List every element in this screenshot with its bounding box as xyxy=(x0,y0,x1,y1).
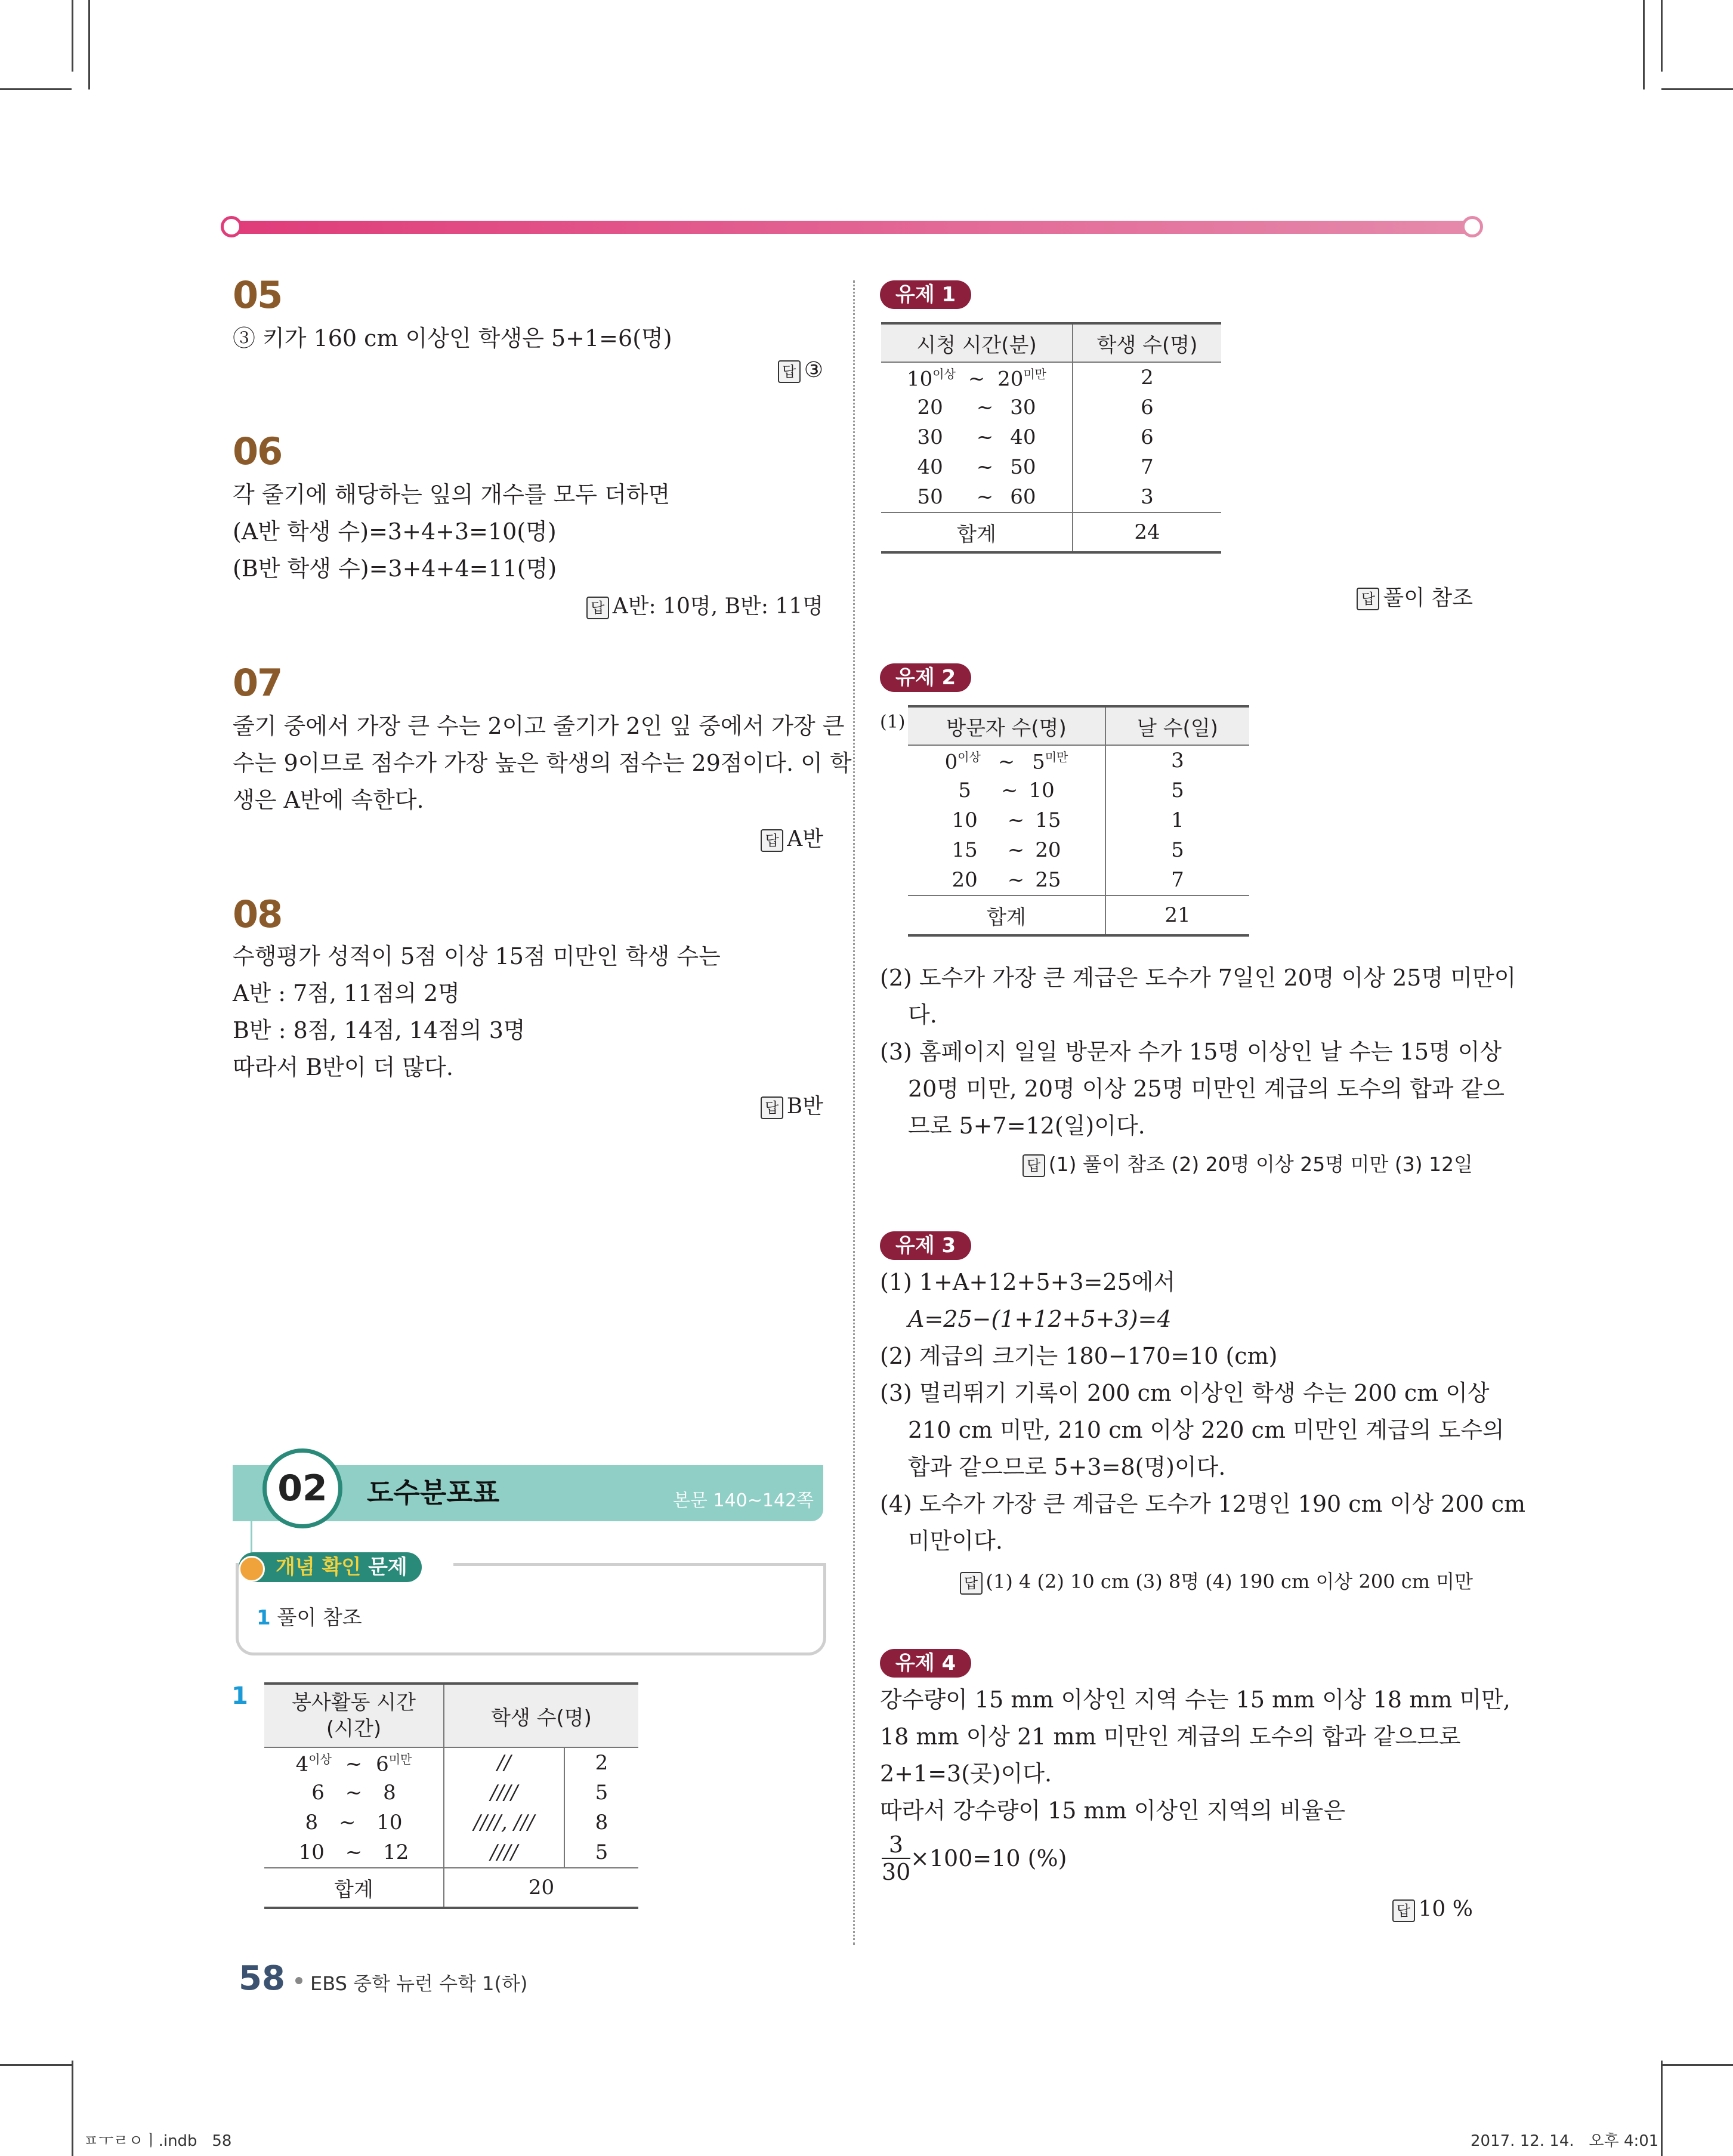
exercise-tag: 유제 4 xyxy=(880,1649,971,1678)
class-interval-cell xyxy=(881,362,1073,393)
solution-line: 18 mm 이상 21 mm 미만인 계급의 도수의 합과 같으므로 xyxy=(880,1723,1461,1750)
solution-line: 20명 미만, 20명 이상 25명 미만인 계급의 도수의 합과 같으 xyxy=(908,1076,1505,1102)
interval-tilde: ~ xyxy=(345,1840,363,1864)
answer-line xyxy=(1357,581,1473,611)
interval-tilde: ~ xyxy=(976,396,994,419)
interval-from: 10 xyxy=(298,1840,325,1864)
class-interval-cell xyxy=(881,482,1073,512)
class-interval-cell xyxy=(908,745,1105,776)
interval-from: 20 xyxy=(952,868,978,892)
table-row xyxy=(908,745,1249,776)
crop-mark xyxy=(88,0,90,89)
concept-item-text: 풀이 참조 xyxy=(277,1606,362,1630)
table-row xyxy=(881,422,1221,452)
total-label: 합계 xyxy=(881,512,1073,552)
fraction-numerator: 3 xyxy=(882,1831,910,1859)
interval-tilde: ~ xyxy=(1007,838,1025,862)
total-label: 합계 xyxy=(908,895,1105,935)
header-text: 봉사활동 시간 xyxy=(292,1691,416,1715)
count-cell: 2 xyxy=(595,1751,608,1775)
header-cell: 학생 수(명) xyxy=(1073,323,1221,362)
solution-line: 줄기 중에서 가장 큰 수는 2이고 줄기가 2인 잎 중에서 가장 큰 xyxy=(233,713,845,739)
total-row xyxy=(908,895,1249,935)
column-divider xyxy=(853,280,855,1945)
question-number: 07 xyxy=(233,661,282,705)
question-number: 05 xyxy=(233,273,282,317)
interval-from-sup: 이상 xyxy=(932,366,956,381)
answer-line xyxy=(960,1567,1473,1595)
solution-line: 따라서 강수량이 15 mm 이상인 지역의 비율은 xyxy=(880,1797,1346,1824)
count-cell: 1 xyxy=(1171,808,1184,832)
count-cell: 5 xyxy=(595,1840,608,1864)
solution-line: 각 줄기에 해당하는 잎의 개수를 모두 더하면 xyxy=(233,481,671,508)
table-row xyxy=(264,1837,638,1868)
solution-line: (3) 멀리뛰기 기록이 200 cm 이상인 학생 수는 200 cm 이상 xyxy=(880,1380,1490,1406)
answer-line xyxy=(1392,1897,1473,1922)
interval-to-sup: 미만 xyxy=(1045,749,1068,764)
interval-to-sup: 미만 xyxy=(388,1752,412,1766)
concept-frequency-table xyxy=(264,1682,638,1909)
solution-line: 수는 9이므로 점수가 가장 높은 학생의 점수는 29점이다. 이 학 xyxy=(233,750,852,776)
class-interval-cell xyxy=(908,865,1105,895)
header-cell: 시청 시간(분) xyxy=(881,323,1073,362)
fraction-expression xyxy=(882,1831,1067,1885)
table-row xyxy=(908,776,1249,805)
interval-tilde: ~ xyxy=(345,1752,363,1777)
crop-mark xyxy=(72,0,73,72)
class-interval-cell xyxy=(264,1778,444,1808)
table-row xyxy=(881,452,1221,482)
header-cell: 학생 수(명) xyxy=(444,1684,638,1747)
interval-to: 50 xyxy=(1010,455,1036,479)
interval-to: 6 xyxy=(376,1752,389,1777)
solution-line: (B반 학생 수)=3+4+4=11(명) xyxy=(233,555,557,582)
count-cell: 2 xyxy=(1141,366,1154,390)
solution-text: ③ 키가 160 cm 이상인 학생은 5+1=6(명) xyxy=(233,325,672,351)
footer-bullet xyxy=(295,1977,302,1984)
solution-line: 수행평가 성적이 5점 이상 15점 미만인 학생 수는 xyxy=(233,943,721,969)
solution-line: (A반 학생 수)=3+4+3=10(명) xyxy=(233,518,557,545)
solution-line: 므로 5+7=12(일)이다. xyxy=(908,1113,1145,1139)
solution-line: 다. xyxy=(908,1002,937,1028)
answer-mark-icon: 답 xyxy=(761,1096,783,1119)
interval-from: 20 xyxy=(917,396,943,419)
answer-mark-icon: 답 xyxy=(1392,1899,1415,1922)
banner-connector xyxy=(251,1521,252,1557)
table-row xyxy=(264,1808,638,1837)
total-row xyxy=(264,1868,638,1908)
solution-line: 생은 A반에 속한다. xyxy=(233,787,424,813)
header-cell xyxy=(264,1684,444,1747)
part-label: (1) xyxy=(880,712,906,733)
answer-mark-icon: 답 xyxy=(586,597,609,619)
interval-to: 10 xyxy=(376,1811,403,1834)
interval-tilde: ~ xyxy=(997,750,1015,774)
fraction-rest: ×100=10 (%) xyxy=(910,1845,1067,1871)
bulb-icon xyxy=(239,1556,265,1582)
answer-mark-icon: 답 xyxy=(1357,588,1379,610)
interval-from: 4 xyxy=(295,1752,309,1777)
interval-to: 20 xyxy=(997,367,1024,391)
interval-from: 0 xyxy=(944,750,958,774)
solution-line: (2) 도수가 가장 큰 계급은 도수가 7일인 20명 이상 25명 미만이 xyxy=(880,965,1516,991)
answer-text: ③ xyxy=(804,358,823,382)
count-cell: 7 xyxy=(1141,455,1154,479)
interval-tilde: ~ xyxy=(338,1811,356,1834)
solution-line: A=25−(1+12+5+3)=4 xyxy=(908,1306,1172,1332)
interval-from: 10 xyxy=(907,367,933,391)
print-date: 2017. 12. 14. 오후 4:01 xyxy=(1471,2132,1659,2150)
answer-line xyxy=(778,358,823,383)
solution-line: B반 : 8점, 14점, 14점의 3명 xyxy=(233,1017,526,1043)
interval-from-sup: 이상 xyxy=(308,1752,332,1766)
crop-mark xyxy=(1661,2061,1663,2156)
count-cell: 3 xyxy=(1171,749,1184,773)
interval-from: 15 xyxy=(952,838,978,862)
answer-line xyxy=(1022,1149,1473,1177)
book-title: EBS 중학 뉴런 수학 1(하) xyxy=(310,1972,528,1995)
class-interval-cell xyxy=(908,835,1105,865)
class-interval-cell xyxy=(264,1837,444,1868)
count-cell: 7 xyxy=(1171,868,1184,892)
interval-tilde: ~ xyxy=(968,367,986,391)
solution-line: 강수량이 15 mm 이상인 지역 수는 15 mm 이상 18 mm 미만, xyxy=(880,1687,1510,1713)
header-bar-dot-left xyxy=(221,216,242,237)
count-cell: 8 xyxy=(595,1811,608,1834)
question-number: 08 xyxy=(233,892,282,936)
answer-text: 10 % xyxy=(1418,1897,1473,1922)
concept-table-number: 1 xyxy=(231,1682,248,1710)
interval-tilde: ~ xyxy=(976,485,994,509)
interval-from-sup: 이상 xyxy=(957,749,981,764)
interval-tilde: ~ xyxy=(976,425,994,449)
fraction-denominator: 30 xyxy=(882,1859,911,1885)
count-cell: 3 xyxy=(1141,485,1154,509)
answer-mark-icon: 답 xyxy=(960,1572,983,1595)
interval-from: 30 xyxy=(917,425,943,449)
interval-from: 10 xyxy=(952,808,978,832)
interval-from: 6 xyxy=(311,1781,325,1805)
answer-line xyxy=(586,589,823,620)
class-interval-cell xyxy=(264,1808,444,1837)
count-cell: 5 xyxy=(1171,838,1184,862)
concept-item-number: 1 xyxy=(257,1606,271,1630)
interval-tilde: ~ xyxy=(1007,868,1025,892)
count-cell: 6 xyxy=(1141,425,1154,449)
tally-cell: //// xyxy=(444,1837,564,1868)
exercise2-frequency-table xyxy=(908,705,1249,937)
concept-check-label xyxy=(239,1552,422,1582)
total-value: 24 xyxy=(1073,512,1221,552)
question-number: 06 xyxy=(233,430,282,473)
crop-mark xyxy=(72,2061,73,2156)
class-interval-cell xyxy=(908,776,1105,805)
count-cell: 5 xyxy=(1171,779,1184,802)
section-page-ref: 본문 140~142쪽 xyxy=(673,1490,814,1511)
interval-from: 8 xyxy=(305,1811,319,1834)
class-interval-cell xyxy=(881,452,1073,482)
interval-to: 40 xyxy=(1010,425,1036,449)
table-row xyxy=(908,805,1249,835)
total-row xyxy=(881,512,1221,552)
crop-mark xyxy=(0,88,72,90)
answer-text: A반: 10명, B반: 11명 xyxy=(612,594,823,619)
interval-to-sup: 미만 xyxy=(1023,366,1046,381)
crop-mark xyxy=(1661,2064,1733,2066)
interval-to: 10 xyxy=(1028,779,1055,802)
solution-line: 210 cm 미만, 210 cm 이상 220 cm 미만인 계급의 도수의 xyxy=(908,1417,1505,1443)
solution-line: 미만이다. xyxy=(908,1528,1003,1554)
total-label: 합계 xyxy=(264,1868,444,1908)
interval-from: 40 xyxy=(917,455,943,479)
table-row xyxy=(881,393,1221,422)
section-title: 도수분포표 xyxy=(367,1477,500,1509)
solution-line: 2+1=3(곳)이다. xyxy=(880,1760,1052,1787)
solution-line: (3) 홈페이지 일일 방문자 수가 15명 이상인 날 수는 15명 이상 xyxy=(880,1039,1502,1065)
header-bar-dot-right xyxy=(1462,216,1483,237)
table-row xyxy=(881,482,1221,512)
class-interval-cell xyxy=(881,422,1073,452)
count-cell: 5 xyxy=(595,1781,608,1805)
interval-to: 30 xyxy=(1010,396,1036,419)
header-bar xyxy=(233,221,1479,234)
solution-line: (1) 1+A+12+5+3=25에서 xyxy=(880,1269,1176,1295)
table-row xyxy=(264,1747,638,1778)
total-value: 21 xyxy=(1105,895,1249,935)
crop-mark xyxy=(0,2064,72,2066)
interval-to: 60 xyxy=(1010,485,1036,509)
interval-tilde: ~ xyxy=(1000,779,1018,802)
solution-line: (4) 도수가 가장 큰 계급은 도수가 12명인 190 cm 이상 200 cm xyxy=(880,1491,1526,1517)
tally-cell: ////, /// xyxy=(444,1808,564,1837)
answer-text: (1) 풀이 참조 (2) 20명 이상 25명 미만 (3) 12일 xyxy=(1048,1153,1473,1176)
table-row xyxy=(881,362,1221,393)
interval-to: 20 xyxy=(1035,838,1061,862)
concept-label-text: 문제 xyxy=(368,1555,407,1579)
interval-to: 25 xyxy=(1035,868,1061,892)
tally-cell: //// xyxy=(444,1778,564,1808)
answer-text: A반 xyxy=(787,827,823,851)
interval-to: 5 xyxy=(1032,750,1045,774)
crop-mark xyxy=(1661,0,1663,72)
exercise-tag: 유제 3 xyxy=(880,1231,971,1260)
answer-line xyxy=(761,1089,823,1120)
answer-text: 풀이 참조 xyxy=(1383,586,1473,610)
tally-cell: // xyxy=(444,1747,564,1778)
answer-mark-icon: 답 xyxy=(761,829,783,852)
table-row xyxy=(264,1778,638,1808)
concept-item xyxy=(257,1601,362,1630)
total-value: 20 xyxy=(444,1868,638,1908)
section-number: 02 xyxy=(277,1468,328,1509)
interval-to: 12 xyxy=(383,1840,409,1864)
concept-box-top-line xyxy=(453,1563,823,1566)
exercise-tag: 유제 1 xyxy=(880,280,971,309)
header-text: (시간) xyxy=(326,1717,382,1741)
class-interval-cell xyxy=(881,393,1073,422)
table-row xyxy=(908,865,1249,895)
answer-text: (1) 4 (2) 10 cm (3) 8명 (4) 190 cm 이상 200 cm 미만 xyxy=(986,1570,1473,1593)
interval-to: 15 xyxy=(1035,808,1061,832)
exercise-tag: 유제 2 xyxy=(880,663,971,692)
header-cell: 방문자 수(명) xyxy=(908,706,1105,745)
answer-line xyxy=(761,822,823,852)
header-cell: 날 수(일) xyxy=(1105,706,1249,745)
solution-line: A반 : 7점, 11점의 2명 xyxy=(233,980,460,1006)
table-row xyxy=(908,835,1249,865)
print-file-name: ㅍㅜㄹㅇㅣ.indb 58 xyxy=(84,2132,232,2150)
section-number-badge xyxy=(262,1448,342,1528)
page-number: 58 xyxy=(239,1959,285,1998)
solution-line: 합과 같으므로 5+3=8(명)이다. xyxy=(908,1454,1226,1480)
interval-tilde: ~ xyxy=(976,455,994,479)
count-cell: 6 xyxy=(1141,396,1154,419)
interval-from: 50 xyxy=(917,485,943,509)
class-interval-cell xyxy=(908,805,1105,835)
answer-mark-icon: 답 xyxy=(1022,1154,1045,1177)
answer-mark-icon: 답 xyxy=(778,360,801,383)
crop-mark xyxy=(1661,88,1733,90)
interval-tilde: ~ xyxy=(1007,808,1025,832)
crop-mark xyxy=(1643,0,1645,89)
solution-line: (2) 계급의 크기는 180−170=10 (cm) xyxy=(880,1343,1278,1369)
answer-text: B반 xyxy=(786,1094,823,1119)
class-interval-cell xyxy=(264,1747,444,1778)
interval-from: 5 xyxy=(958,779,971,802)
concept-label-accent: 개념 확인 xyxy=(276,1555,362,1579)
interval-to: 8 xyxy=(383,1781,396,1805)
exercise1-frequency-table xyxy=(881,322,1221,554)
solution-line: 따라서 B반이 더 많다. xyxy=(233,1054,453,1080)
interval-tilde: ~ xyxy=(345,1781,363,1805)
